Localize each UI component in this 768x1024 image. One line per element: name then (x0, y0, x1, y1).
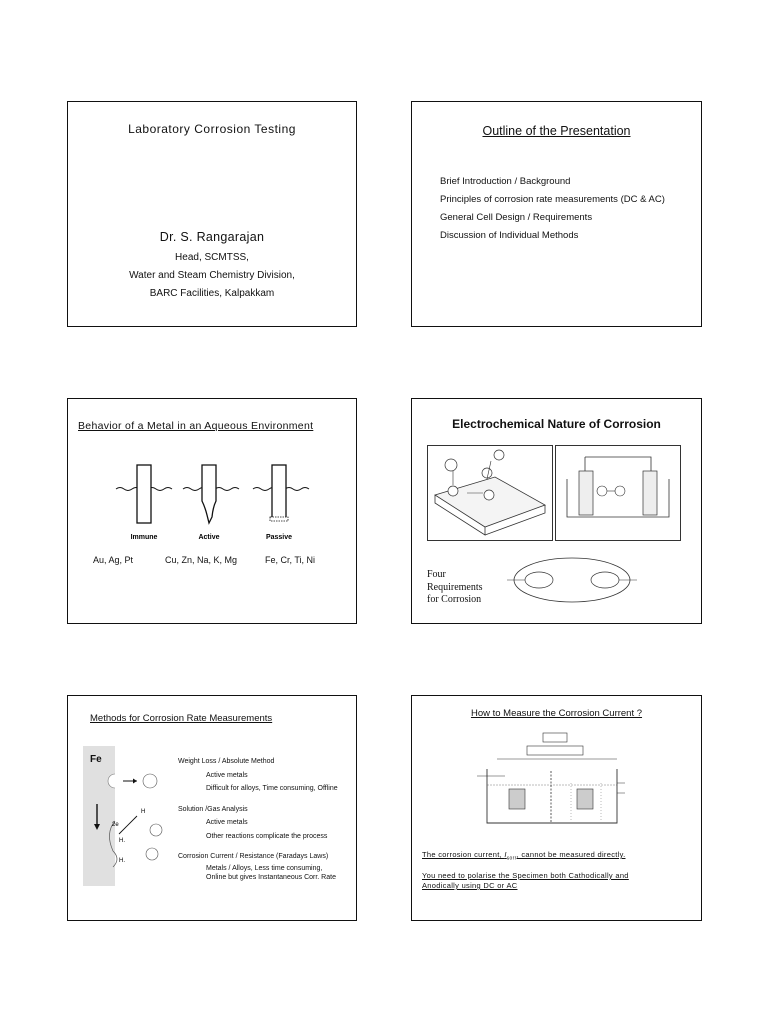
affiliation-line: BARC Facilities, Kalpakkam (149, 288, 275, 299)
slide-title (67, 101, 357, 327)
note-text: , cannot be measured directly. (516, 850, 626, 859)
method-detail: Online but gives Instantaneous Corr. Rate (206, 873, 336, 881)
electrochemical-cell-figure (555, 445, 681, 541)
slide-heading: Electrochemical Nature of Corrosion (452, 417, 661, 431)
author-name: Dr. S. Rangarajan (159, 230, 265, 244)
behavior-label: Active (198, 534, 220, 541)
note-text: The corrosion current, (422, 850, 505, 859)
note-corrosion-current (422, 850, 625, 862)
affiliation-line: Head, SCMTSS, (175, 252, 249, 263)
metal-group: Fe, Cr, Ti, Ni (265, 555, 316, 565)
method-detail: Other reactions complicate the process (206, 832, 328, 840)
svg-text:H: H (141, 809, 146, 815)
method-detail: Metals / Alloys, Less time consuming, (206, 864, 323, 872)
metal-behavior-diagram (108, 459, 318, 549)
note-text: You need to polarise the Specimen both Cathodically and (422, 871, 629, 880)
svg-text:H.: H. (119, 838, 125, 844)
corrosion-requirements-cycle (507, 549, 637, 611)
iron-label: Fe (90, 754, 102, 765)
corrosion-cell-apparatus (467, 731, 657, 843)
slide-heading: Behavior of a Metal in an Aqueous Environment (78, 420, 314, 432)
outline-item: General Cell Design / Requirements (440, 212, 593, 223)
outline-item: Principles of corrosion rate measurements (DC & AC) (440, 194, 665, 205)
note-polarise (422, 871, 629, 891)
slide-outline (411, 101, 702, 327)
requirements-line: for Corrosion (427, 594, 482, 605)
outline-item: Brief Introduction / Background (440, 176, 571, 187)
iron-dissolution-figure (83, 746, 173, 886)
slide-metal-behavior (67, 398, 357, 624)
note-subscript: corr (506, 855, 517, 862)
affiliation-line: Water and Steam Chemistry Division, (129, 270, 295, 281)
note-text: Anodically using DC or AC (422, 881, 518, 890)
svg-text:2e: 2e (112, 822, 119, 828)
method-heading: Weight Loss / Absolute Method (178, 758, 275, 765)
note-symbol: I (504, 850, 507, 859)
requirements-caption (427, 569, 483, 607)
slide-heading: How to Measure the Corrosion Current ? (470, 708, 643, 719)
slide-heading: Outline of the Presentation (482, 124, 631, 138)
metal-group: Cu, Zn, Na, K, Mg (165, 555, 238, 565)
corrosion-surface-figure (427, 445, 553, 541)
requirements-line: Four (427, 569, 446, 580)
method-heading: Corrosion Current / Resistance (Faradays Laws) (178, 853, 329, 860)
svg-text:H.: H. (119, 858, 125, 864)
slide-methods (67, 695, 357, 921)
slide-heading: Methods for Corrosion Rate Measurements (90, 713, 273, 724)
methods-list (178, 755, 338, 882)
behavior-label: Immune (130, 534, 158, 541)
method-detail: Active metals (206, 819, 248, 826)
metal-group: Au, Ag, Pt (93, 555, 134, 565)
slide-measure-current (411, 695, 702, 921)
method-detail: Active metals (206, 771, 248, 779)
requirements-line: Requirements (427, 581, 483, 593)
method-detail: Difficult for alloys, Time consuming, Offline (206, 785, 338, 792)
slide-title-heading: Laboratory Corrosion Testing (128, 122, 296, 136)
behavior-label: Passive (265, 534, 293, 541)
outline-item: Discussion of Individual Methods (440, 230, 579, 241)
outline-list (440, 173, 665, 245)
method-heading: Solution /Gas Analysis (178, 805, 248, 813)
slide-electrochemical (411, 398, 702, 624)
